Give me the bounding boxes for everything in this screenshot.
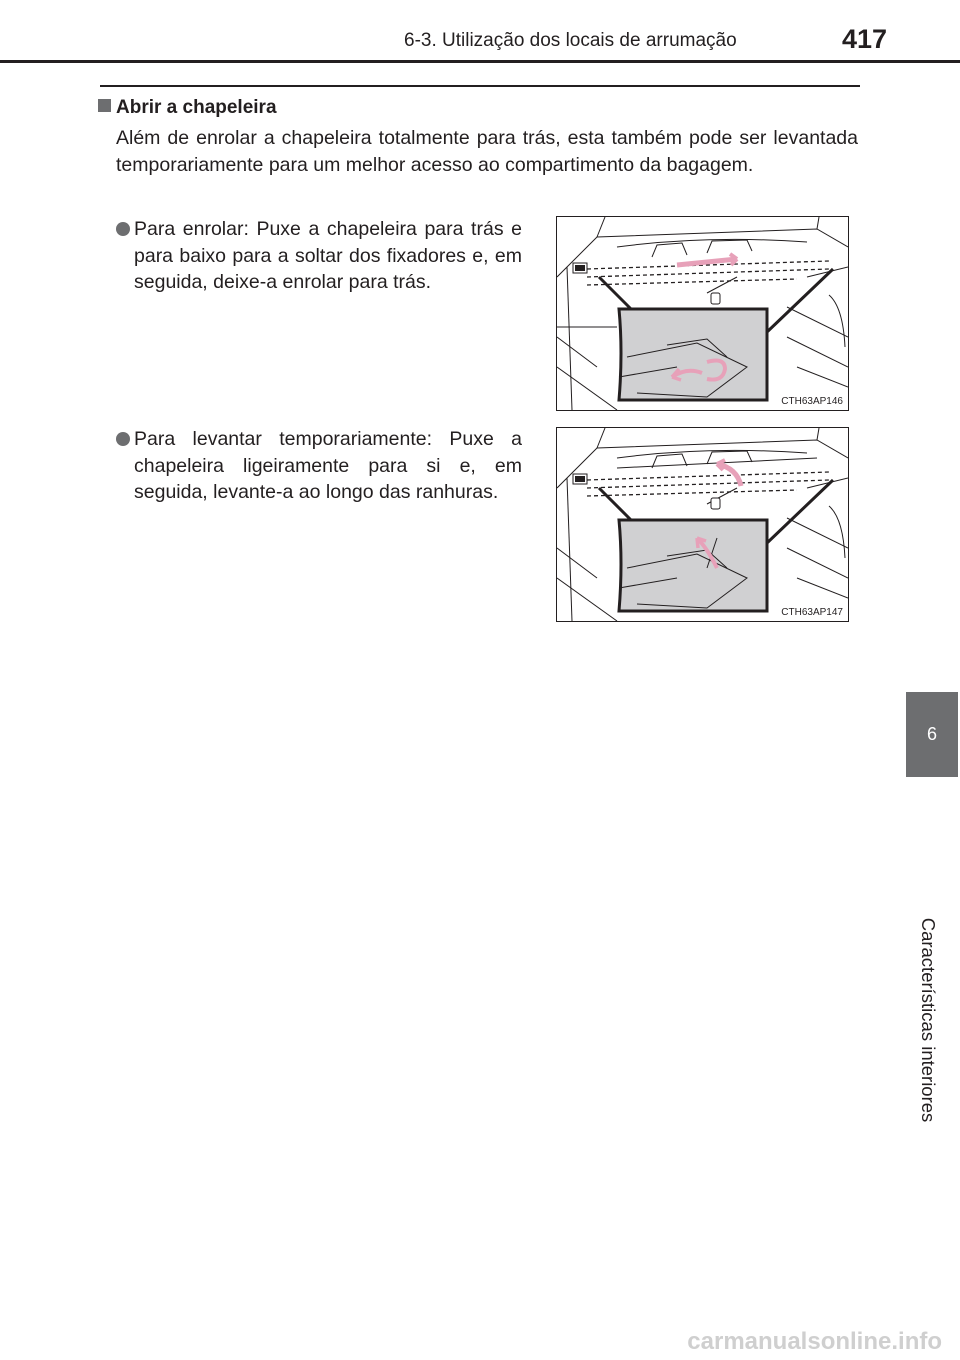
header-rule bbox=[0, 60, 960, 63]
figure-lift-temporarily bbox=[556, 427, 849, 622]
chapter-tab: 6 bbox=[906, 692, 958, 777]
bullet-dot-icon bbox=[116, 432, 130, 446]
cargo-cover-roll-illustration bbox=[557, 217, 848, 410]
square-bullet-icon bbox=[98, 99, 111, 112]
list-item-text: Para levantar temporariamente: Puxe a chapeleira ligeiramente para si e, em seguida, levante-a ao longo das ranhuras. bbox=[134, 428, 522, 503]
page-number: 417 bbox=[842, 24, 888, 54]
bullet-dot-icon bbox=[116, 222, 130, 236]
figure-code: CTH63AP147 bbox=[781, 607, 843, 618]
section-heading-text: Abrir a chapeleira bbox=[116, 97, 277, 118]
watermark: carmanualsonline.info bbox=[687, 1328, 942, 1355]
intro-paragraph: Além de enrolar a chapeleira totalmente para trás, esta também pode ser levantada temporariamente para um melhor acesso ao compartimento da bagagem. bbox=[116, 127, 858, 176]
section-rule bbox=[100, 85, 860, 87]
list-item-text: Para enrolar: Puxe a chapeleira para trás e para baixo para a soltar dos fixadores e, em seguida, deixe-a enrolar para trás. bbox=[134, 218, 522, 293]
section-heading bbox=[98, 97, 277, 119]
figure-roll-back bbox=[556, 216, 849, 411]
list-item bbox=[116, 426, 522, 506]
figure-code: CTH63AP146 bbox=[781, 396, 843, 407]
list-item bbox=[116, 216, 522, 296]
chapter-title: Características interiores bbox=[918, 917, 939, 1123]
header-section-title: 6-3. Utilização dos locais de arrumação bbox=[404, 30, 737, 51]
cargo-cover-lift-illustration bbox=[557, 428, 848, 621]
